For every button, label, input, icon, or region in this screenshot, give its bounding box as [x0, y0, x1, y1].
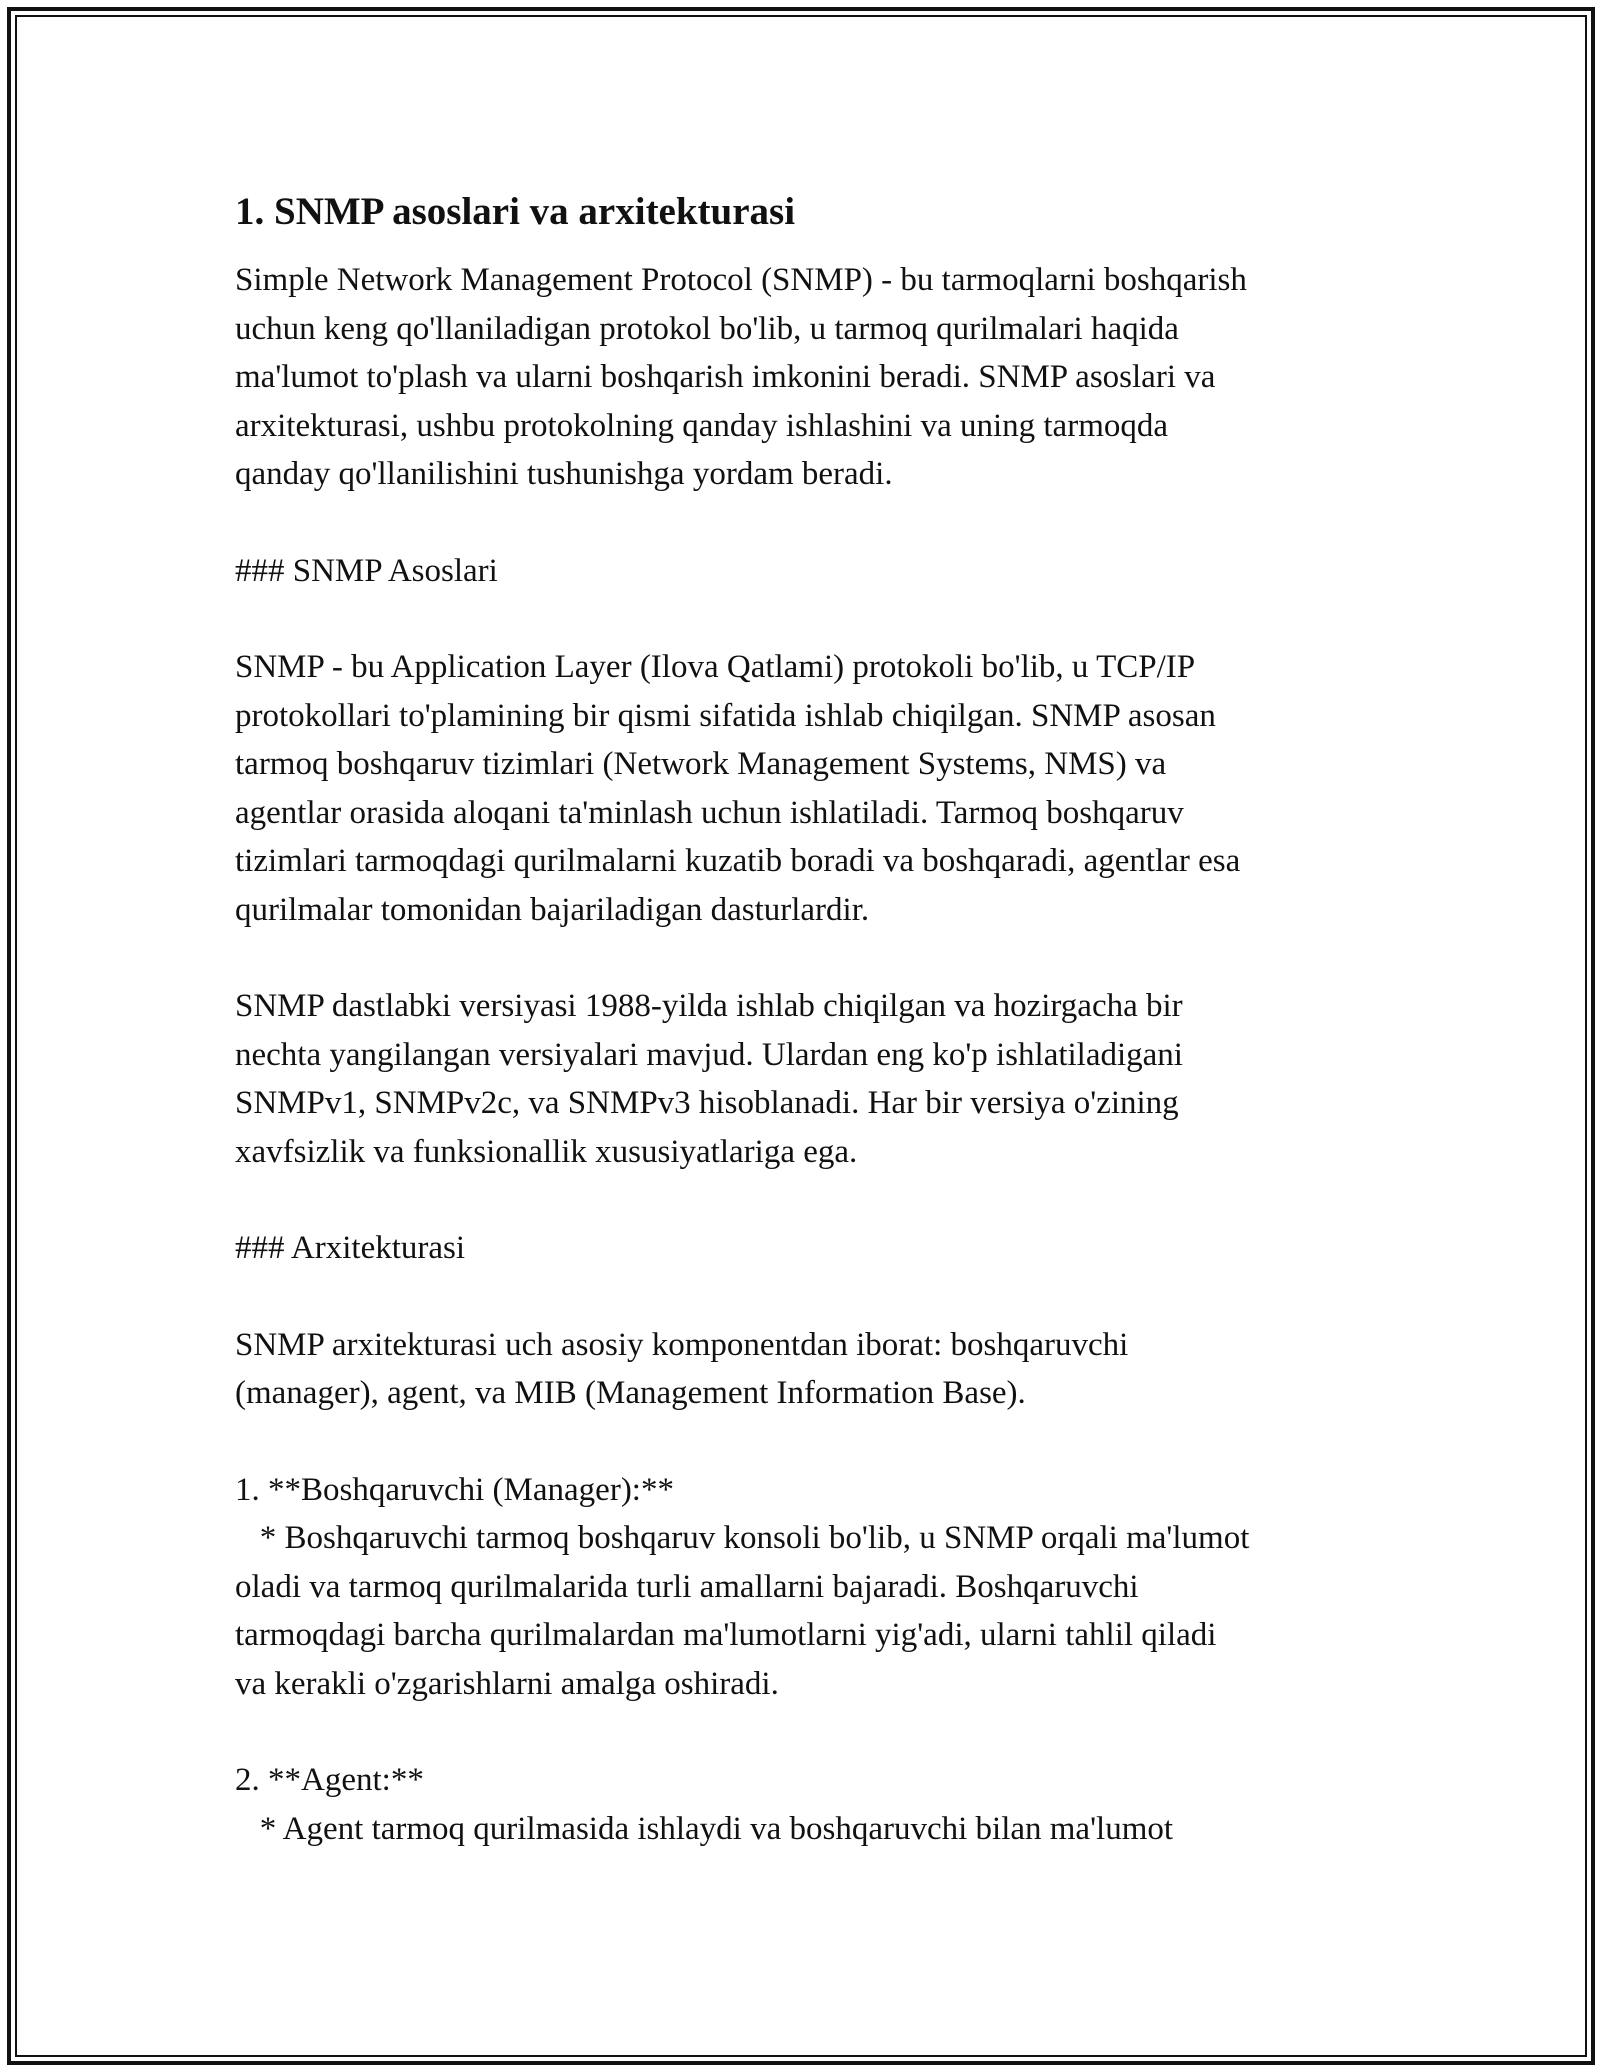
text-line: * Boshqaruvchi tarmoq boshqaruv konsoli bo'lib, u SNMP orqali ma'lumot: [235, 1520, 1250, 1556]
text-line: 1. **Boshqaruvchi (Manager):**: [235, 1471, 674, 1508]
text-line: qurilmalar tomonidan bajariladigan dasturlardir.: [235, 891, 870, 928]
text-line: SNMPv1, SNMPv2c, va SNMPv3 hisoblanadi. Har bir versiya o'zining: [235, 1085, 1179, 1121]
paragraph-list: [235, 256, 1375, 1853]
text-line: SNMP - bu Application Layer (Ilova Qatlami) protokoli bo'lib, u TCP/IP: [235, 649, 1196, 685]
document-title: 1. SNMP asoslari va arxitekturasi: [235, 190, 796, 233]
text-line: agentlar orasida aloqani ta'minlash uchun ishlatiladi. Tarmoq boshqaruv: [235, 794, 1184, 831]
document-body: [235, 186, 1375, 1901]
text-line: ### Arxitekturasi: [235, 1230, 466, 1266]
text-line: oladi va tarmoq qurilmalarida turli amallarni bajaradi. Boshqaruvchi: [235, 1568, 1139, 1605]
text-line: nechta yangilangan versiyalari mavjud. Ulardan eng ko'p ishlatiladigani: [235, 1036, 1183, 1073]
text-line: qanday qo'llanilishini tushunishga yordam beradi.: [235, 456, 893, 492]
paragraph: [235, 982, 1375, 1176]
text-line: uchun keng qo'llaniladigan protokol bo'lib, u tarmoq qurilmalari haqida: [235, 310, 1179, 347]
paragraph: [235, 643, 1375, 934]
text-line: * Agent tarmoq qurilmasida ishlaydi va boshqaruvchi bilan ma'lumot: [235, 1810, 1174, 1847]
paragraph: [235, 547, 1375, 596]
text-line: SNMP dastlabki versiyasi 1988-yilda ishlab chiqilgan va hozirgacha bir: [235, 988, 1183, 1024]
text-line: tarmoq boshqaruv tizimlari (Network Management Systems, NMS) va: [235, 746, 1167, 782]
paragraph: [235, 1466, 1375, 1709]
text-line: 2. **Agent:**: [235, 1762, 424, 1798]
text-line: (manager), agent, va MIB (Management Information Base).: [235, 1375, 1026, 1411]
text-line: protokollari to'plamining bir qismi sifatida ishlab chiqilgan. SNMP asosan: [235, 697, 1216, 734]
paragraph: [235, 1321, 1375, 1418]
text-line: SNMP arxitekturasi uch asosiy komponentdan iborat: boshqaruvchi: [235, 1326, 1129, 1363]
text-line: xavfsizlik va funksionallik xususiyatlariga ega.: [235, 1133, 858, 1170]
text-line: tarmoqdagi barcha qurilmalardan ma'lumotlarni yig'adi, ularni tahlil qiladi: [235, 1617, 1217, 1653]
text-line: arxitekturasi, ushbu protokolning qanday ishlashini va uning tarmoqda: [235, 407, 1169, 444]
text-line: ma'lumot to'plash va ularni boshqarish imkonini beradi. SNMP asoslari va: [235, 359, 1216, 395]
paragraph: [235, 1756, 1375, 1853]
text-line: va kerakli o'zgarishlarni amalga oshiradi.: [235, 1665, 779, 1702]
text-line: tizimlari tarmoqdagi qurilmalarni kuzatib boradi va boshqaradi, agentlar esa: [235, 843, 1241, 879]
paragraph: [235, 1224, 1375, 1273]
paragraph: [235, 256, 1375, 499]
text-line: Simple Network Management Protocol (SNMP) - bu tarmoqlarni boshqarish: [235, 262, 1247, 298]
text-line: ### SNMP Asoslari: [235, 552, 498, 589]
